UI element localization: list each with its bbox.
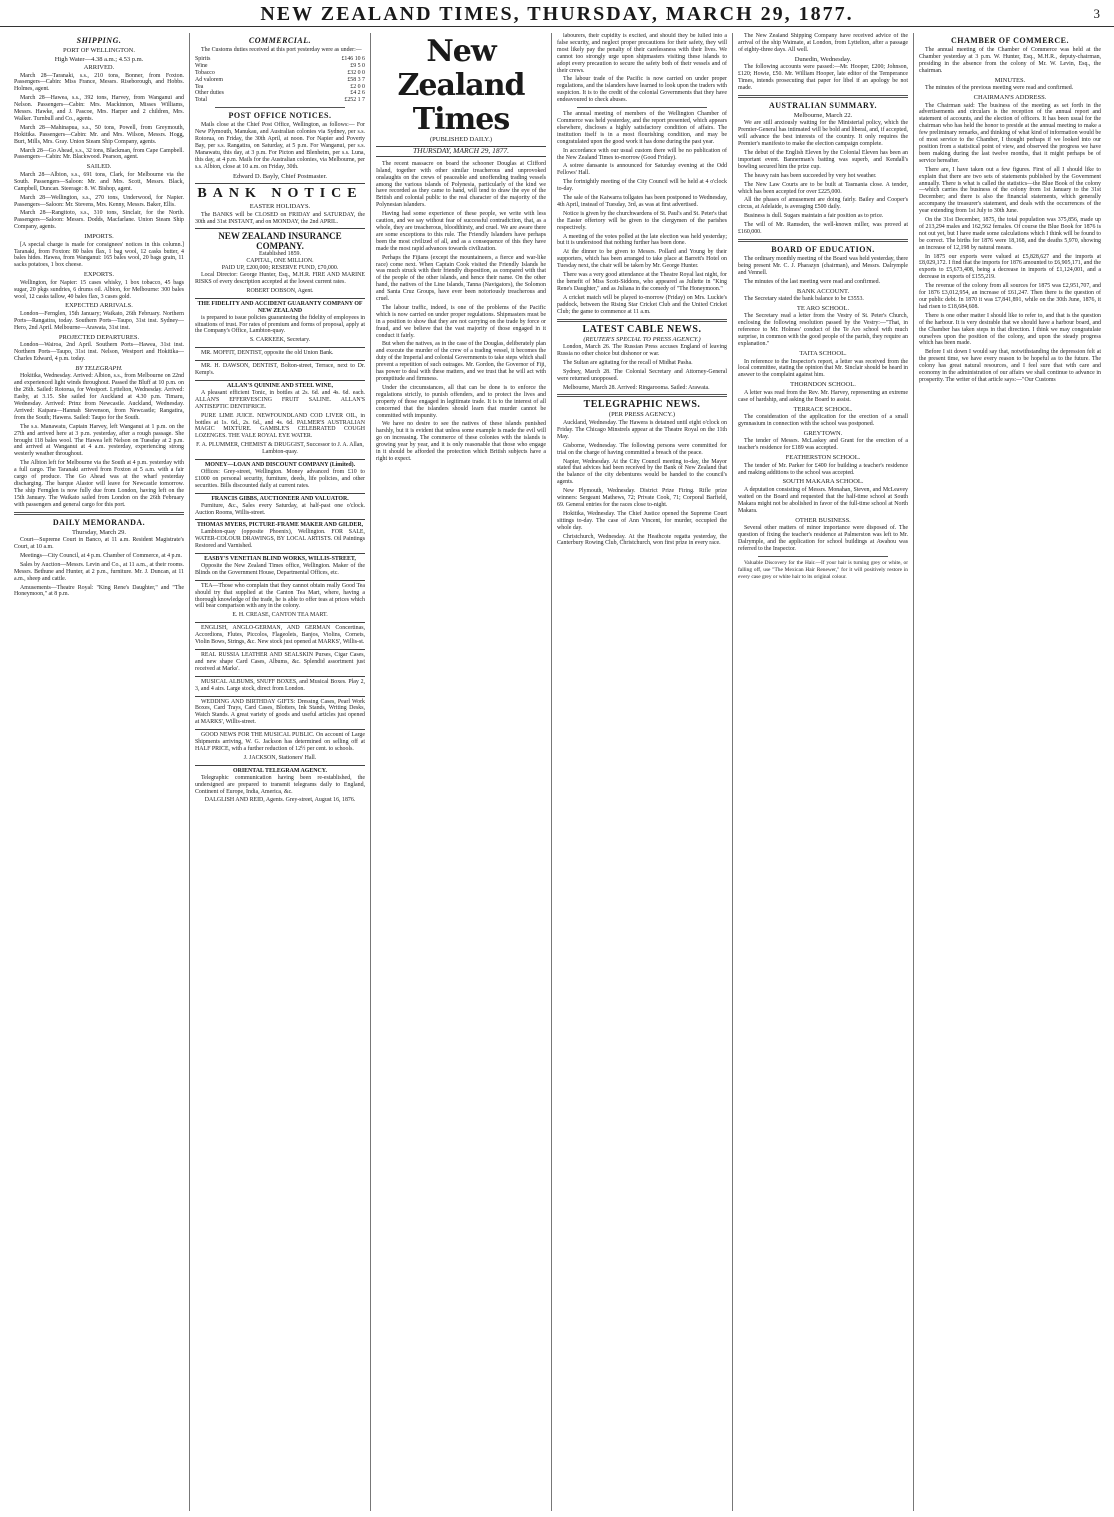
table-row: Tobacco £32 0 0 (195, 69, 365, 76)
telegraphic-item: Gisborne, Wednesday. The following persons were committed for trial on the charge of having committed a breach of the peace. (557, 442, 727, 456)
telegraphic-item: Napier, Wednesday. At the City Council meeting to-day, the Mayor stated that advices had been received by the Bank of New Zealand that the balance of the city debentures would be handed to the council's agents. (557, 458, 727, 486)
news-paragraph: A soiree dansante is announced for Saturday evening at the Odd Fellows' Hall. (557, 163, 727, 177)
education-paragraph: Several other matters of minor importance were disposed of. The question of fixing the teacher's residence at Palmerston was left to Mr. Dalrymple, and the application for school buildings at Awahou was referred to the Inspector. (738, 525, 908, 552)
arrived-heading: ARRIVED. (83, 64, 115, 71)
bank-notice-sub: EASTER HOLIDAYS. (249, 203, 311, 211)
editorial-paragraph: The labour traffic, indeed, is one of the problems of the Pacific which is now carried on under proper regulations. Shipmasters must be in a position to show that they are not carrying on the trade by force or fraud, and we believe that the vast majority of those engaged in it conduct it fairly. (376, 304, 546, 339)
quinine-ad (195, 380, 365, 456)
shipping-paragraph: The s.s. Manawatu, Captain Harvey, left Wanganui at 1 p.m. on the 27th and arrived here at 3 p.m. yesterday, after a rough passage. She brought 118 bales wool. The Hawea left Nelson on Tuesday at 2 p.m. and arrived at Wanganui at 4 a.m. yesterday, experiencing strong westerly weather throughout. (14, 423, 184, 458)
money-ad (195, 459, 365, 490)
masthead-title: NEW ZEALAND TIMES, THURSDAY, MARCH 29, 1877. (260, 3, 854, 25)
meetings-text: Meetings—City Council, at 4 p.m. Chamber of Commerce, at 4 p.m. (20, 552, 182, 559)
picture-frame-ad (195, 519, 365, 550)
editorial-paragraph: We have no desire to see the natives of these islands punished harshly, but it is evident that unless some example is made the evil will go on increasing. The commerce of these colonies with the islands is growing year by year, and it is only reasonable that those who engage in it should be afforded the protection which British subjects have a right to expect. (376, 421, 546, 462)
column-2 (195, 33, 365, 1511)
telegraph-text: Hokitika, Wednesday. Arrived: Albion, s.s., from Melbourne on 22nd and experienced light winds throughout. Passed the Bluff at 10 p.m. on the 26th. Sailed: Rotorua, for Westport. Lyttelton, Wednesday. Arrived: Easby, at 3.15. She sailed for Auckland at 4.30 p.m. Timaru, Wednesday. Arrived: Prinz from Newcastle. Auckland, Wednesday. Arrived: Kaipara—Hannah Stevenson, from Newcastle; Rangatira, from the South; Hawera. Sailed: Taupo for the South. (14, 373, 184, 421)
table-row: Tea £2 0 0 (195, 83, 365, 90)
australian-summary-sub: Melbourne, March 22. (793, 111, 853, 119)
editorial-paragraph: The recent massacre on board the schooner Douglas at Clifford Island, together with other similar treacherous and unprovoked onslaughts on the crews of peaceable and unoffending trading vessels among the various islands of Polynesia, particularly of the kind we have recorded as they came to hand, will tend to draw the eye of the British and colonial public to the real character of the majority of the Polynesian islanders. (376, 160, 546, 209)
expected-heading: EXPECTED ARRIVALS. (65, 302, 133, 310)
divider (738, 95, 908, 98)
post-office-heading: POST OFFICE NOTICES. (228, 111, 332, 121)
port-heading: PORT OF WELLINGTON. (62, 47, 135, 54)
auctioneer-heading: FRANCIS GIBBS, AUCTIONEER AND VALUATOR. (211, 495, 349, 502)
cable-item: The Sultan are agitating for the recall of Midhat Pasha. (563, 359, 693, 366)
summary-paragraph: The will of Mr. Ramsden, the well-known miller, was proved at £160,000. (738, 222, 908, 236)
chamber-heading: CHAMBER OF COMMERCE. (951, 36, 1069, 45)
footnote-ad: Valuable Discovery for the Hair.—If your hair is turning grey or white, or falling off, use "The Mexican Hair Renewer," for it will positively restore in every case grey or white hair to its original colour. (738, 559, 908, 580)
education-paragraph: The ordinary monthly meeting of the Board was held yesterday, there being present Mr. C. J. Pharazyn (chairman), and Messrs. Dalrymple and Vennell. (738, 255, 908, 276)
education-paragraph: The tender of Mr. Parker for £400 for building a teacher's residence and making additions to the school was accepted. (738, 462, 908, 476)
latest-cable-sub: (REUTER'S SPECIAL TO PRESS AGENCY.) (583, 335, 701, 343)
news-paragraph: At the dinner to be given to Messrs. Pollard and Young by their supporters, which has been arranged to take place at Barrett's Hotel on Tuesday next, the chair will be taken by Mr. George Hunter. (557, 249, 727, 270)
telegraphic-sub: (PER PRESS AGENCY.) (608, 411, 676, 419)
te-aro-heading: TE ARO SCHOOL. (796, 304, 850, 312)
quinine-heading: ALLAN'S QUININE AND STEEL WINE, (226, 383, 334, 389)
column-rule (732, 33, 733, 1511)
chamber-paragraph: The minutes of the previous meeting were read and confirmed. (925, 85, 1074, 92)
money-text: Offices: Grey-street, Wellington. Money advanced from £10 to £1000 on personal security, furniture, deeds, life policies, and other securities. Bills discounted daily at current rates. (195, 468, 365, 489)
divider (14, 512, 184, 515)
quinine-text: A pleasant efficient Tonic, in bottles at 2s. 6d. and 4s. 6d. each. ALLAN'S EFFERVESCING FRUIT SALINE. ALLAN'S ANTISEPTIC DENTIFRICE. (195, 389, 365, 410)
summary-paragraph: We are still anxiously waiting for the Ministerial policy, which the Premier-General has intimated will be bold and liberal, and, if accepted, will advance the best interests of the country. It only requires the Premier's manifesto to make the election campaign complete. (738, 120, 908, 148)
chamber-paragraph: The annual meeting of the Chamber of Commerce was held at the Chamber yesterday at 3 p.m. W. Hunter, Esq., M.H.R., deputy-chairman, presiding in the absence from the colony of Mr. W. Levin, Esq., the chairman. (919, 47, 1101, 74)
insurance-heading: NEW ZEALAND INSURANCE COMPANY. (218, 231, 342, 252)
chamber-paragraph: There is one other matter I should like to refer to, and that is the question of the harbour. It is very desirable that we should have a harbour board, and the Chamber has taken steps in that direction. I think we may congratulate ourselves upon the position of the colony, and upon the steady progress which has been made. (919, 312, 1101, 347)
telegraphic-item: Christchurch, Wednesday. At the Heathcote regatta yesterday, the Canterbury Rowing Club, Christchurch, won first prize in every race. (557, 533, 727, 547)
insurance-ad (195, 228, 365, 294)
shipping-paragraph: The Albion left for Melbourne via the South at 4 p.m. yesterday with a full cargo. The Taranaki arrived from Foxton at 5 a.m. with a fair cargo of produce. The Go Ahead was at the wharf yesterday discharging. The barque Alastor will leave for Newcastle tomorrow. The ship Fernglen is now fully due from London, having left on the 15th January. The Waikato sailed from London on the 26th February with passengers and general cargo for this port. (14, 460, 184, 508)
education-paragraph: The tender of Messrs. McLaskey and Grant for the erection of a teacher's residence for £189 was accepted. (738, 438, 908, 452)
auctioneer-text: Furniture, &c., Sales every Saturday, at half-past one o'clock. Auction Rooms, Willis-street. (195, 502, 365, 516)
high-water: High Water—4.38 a.m.; 4.53 p.m. (54, 55, 144, 63)
memoranda-heading: DAILY MEMORANDA. (52, 517, 146, 527)
telegraphic-item: New Plymouth, Wednesday. District Prize Firing. Rifle prize winners: Sergeant Mathews, 72; Private Cook, 71; Corporal Barfield, 69. General entries for the races close to-night. (557, 488, 727, 508)
arrival: March 28—Go Ahead, s.s., 32 tons, Blackman, from Cape Campbell. Passengers—Cabin: Mr. Blackwood. Pearson, agent. (14, 147, 184, 161)
cable-item: Sydney, March 28. The Colonial Secretary and Attorney-General were returned unopposed. (557, 368, 727, 382)
arrival: March 28—Taranaki, s.s., 210 tons, Bonner, from Foxton. Passengers—Cabin: Miss France, Messrs. Riseborough, and Hobbs. Holmes, agent. (14, 72, 184, 93)
blind-works-ad (195, 553, 365, 577)
chamber-paragraph: Before I sit down I would say that, notwithstanding the depression felt at the present time, we have every reason to be hopeful as to the future. The colony has great natural resources, and I feel sure that with care and economy in the administration of our affairs we shall continue to advance in prosperity. The writer of that article says:—"Our Customs (919, 349, 1101, 383)
telegraphic-item: Hokitika, Wednesday. The Chief Justice opened the Supreme Court sittings to-day. The case of Ann Vincent, for murder, occupied the whole day. (557, 510, 727, 531)
court-text: Court—Supreme Court in Banco, at 11 a.m. Resident Magistrate's Court, at 10 a.m. (14, 537, 184, 551)
bank-notice-heading: BANK NOTICE (197, 186, 363, 202)
insurance-capital: CAPITAL, ONE MILLION. (246, 258, 314, 265)
tea-ad (195, 580, 365, 620)
editorial-paragraph: The labour trade of the Pacific is now carried on under proper regulations, and the islanders have learned to look upon the traders with suspicion. It is to the credit of the colonial Governments that they have endeavoured to check abuses. (557, 76, 727, 104)
table-row: Ad valorem £58 3 7 (195, 76, 365, 83)
column-rule (913, 33, 914, 1511)
columns (14, 33, 1104, 1511)
divider (758, 556, 888, 557)
editorial-paragraph: Having had some experience of these people, we write with less caution, and we say without fear of successful contradiction, that, as a whole, they are treacherous, bloodthirsty, and cruel. We are aware there are some exceptions to this rule. The Friendly Islanders have perhaps been the most civilized of all, and as a consequence of this they have made the most rapid advances towards civilization. (376, 211, 546, 252)
blind-works-text: Opposite the New Zealand Times office, Wellington. Maker of the Blinds on the Government House, Departmental Offices, etc. (195, 562, 365, 576)
divider (577, 107, 707, 108)
address-heading: CHAIRMAN'S ADDRESS. (973, 94, 1047, 102)
page-number: 3 (1093, 6, 1100, 21)
tea-text: TEA—Those who complain that they cannot obtain really Good Tea should try that supplied at the Canton Tea Mart, where, having a thorough knowledge of the trade, he is able to offer teas at prices which will bear comparison with any in the colony. (195, 582, 365, 610)
shipping-heading: SHIPPING. (76, 36, 122, 45)
column-rule (551, 33, 552, 1511)
bank-notice-text: The BANKS will be CLOSED on FRIDAY and SATURDAY, the 30th and 31st INSTANT, and on MONDAY, the 2nd APRIL. (195, 211, 365, 225)
jackson-sign: J. JACKSON, Stationers' Hall. (243, 754, 317, 761)
thorndon-heading: THORNDON SCHOOL. (790, 381, 856, 389)
musical-news-ad (195, 729, 365, 762)
telegram-agency-text: Telegraphic communication having been re-established, the undersigned are prepared to transmit telegrams daily to England, Continent of Europe, India, America, &c. (195, 774, 365, 795)
post-office-sign: Edward D. Bayly, Chief Postmaster. (233, 172, 327, 180)
blind-works-heading: EASBY'S VENETIAN BLIND WORKS, WILLIS-STREET, (204, 556, 356, 563)
education-paragraph: In reference to the Inspector's report, a letter was received from the local committee, stating the opinion that Mr. Sinclair should be heard in answer to the complaint against him. (738, 358, 908, 379)
news-paragraph: The sale of the Kaiwarra tollgates has been postponed to Wednesday, 4th April, instead of Tuesday, 3rd, as was at first advertised. (557, 195, 727, 208)
editorial-paragraph: labourers, their cupidity is excited, and should they be lulled into a false security, and neglect proper precautions for their safety, they will most likely pay the penalty of their carelessness with their lives. We cannot too strongly urge upon shipmasters visiting these islands to adopt every precaution to secure the safety both of their vessels and of their crews. (557, 33, 727, 74)
auctioneer-ad (195, 493, 365, 517)
masthead (0, 0, 1114, 27)
news-paragraph: The fortnightly meeting of the City Council will be held at 4 o'clock to-day. (557, 179, 727, 193)
divider (557, 319, 727, 322)
sailed-heading: SAILED. (86, 163, 112, 171)
news-paragraph: A cricket match will be played to-morrow (Friday) on Mrs. Luckie's paddock, between the Rising Star Cricket Club and the United Cricket Club; the game to commence at 11 a.m. (557, 294, 727, 315)
summary-paragraph: The debut of the English Eleven by the Colonial Eleven has been an important event. Bannerman's batting was superb, and Kendall's bowling secured him the prize cup. (738, 149, 908, 170)
sales-text: Sales by Auction—Messrs. Levin and Co., at 11 a.m., at their rooms. Messrs. Bethune and Hunter, at 2 p.m., furniture. Mr. J. Duncan, at 11 a.m., sheep and cattle. (14, 561, 184, 582)
customs-table (195, 56, 365, 104)
dunedin-heading: Dunedin, Wednesday. (794, 55, 852, 63)
chemist-sign: F. A. PLUMMER, CHEMIST & DRUGGIST, Successor to J. A. Allan, Lambton-quay. (196, 442, 364, 456)
table-row: Wine £9 5 0 (195, 62, 365, 69)
news-paragraph: In accordance with our usual custom there will be no publication of the New Zealand Times to-morrow (Good Friday). (557, 147, 727, 161)
cod-oil-text: PURE LIME JUICE. NEWFOUNDLAND COD LIVER OIL, in bottles at 1s. 6d., 2s. 6d., and 4s. 6d. PALMER'S AUSTRALIAN MAGIC MIXTURE. GAMBLE'S CELEBRATED COUGH LOZENGES. THE VALE ROYAL EYE WATER. (195, 412, 365, 440)
insurance-text: Local Director: George Hunter, Esq., M.H.R. FIRE AND MARINE RISKS of every description accepted at the lowest current rates. (195, 272, 365, 286)
customs-intro: The Customs duties received at this port yesterday were as under:— (201, 47, 362, 53)
telegram-agency-heading: ORIENTAL TELEGRAM AGENCY. (233, 767, 327, 774)
education-paragraph: A deputation consisting of Messrs. Monahan, Steven, and McLeavey waited on the Board and requested that the half-time school at South Makara might not be abolished in favor of the full-time school at North Makara. (738, 486, 908, 514)
news-paragraph: The New Zealand Shipping Company have received advice of the arrival of the ship Waimate, at London, from Lyttelton, after a passage of eighty-three days. All well. (738, 33, 908, 53)
wedding-gifts-ad: WEDDING AND BIRTHDAY GIFTS: Dressing Cases, Pearl Work Boxes, Card Trays, Card Cases, Blotters, Ink Stands, Writing Desks, Watch Stands. A great variety of goods and useful articles just opened at MARKS', Willis-street. (195, 696, 365, 727)
bank-account-heading: BANK ACCOUNT. (796, 287, 850, 295)
cable-item: Melbourne, March 28. Arrived: Ringarooma. Sailed: Arawata. (563, 384, 710, 391)
divider (557, 394, 727, 397)
column-5 (738, 33, 908, 1511)
taita-heading: TAITA SCHOOL. (799, 350, 847, 357)
imports-text: [A special charge is made for consignees' notices in this column.] Taranaki, from Foxton: 80 bales flax, 1 bag wool, 12 casks butter, 4 bales hides. Hawea, from Wanganui: 165 bales wool, 20 bags grain, 11 sacks potatoes, 1 box cheese. (14, 241, 184, 269)
makara-heading: SOUTH MAKARA SCHOOL. (782, 478, 864, 486)
picture-frame-heading: THOMAS MYERS, PICTURE-FRAME MAKER AND GILDER, (196, 522, 364, 529)
amusements-text: Amusements—Theatre Royal: "King Rene's Daughter," and "The Honeymoon," at 8 p.m. (14, 584, 184, 598)
summary-paragraph: Business is dull. Sugars maintain a fair position as to price. (744, 213, 884, 220)
column-rule (189, 33, 190, 1511)
latest-cable-heading: LATEST CABLE NEWS. (582, 323, 702, 335)
arrival: March 28—Mahinapua, s.s., 50 tons, Powell, from Greymouth, Hokitika. Passengers—Cabin: Mr. and Mrs. Wilson, Messrs. Hogg, Burt, Mills, Mrs. Gray. Union Steam Ship Company, agents. (14, 124, 184, 145)
education-paragraph: The consideration of the application for the erection of a small gymnasium in connection with the school was postponed. (738, 414, 908, 427)
nameplate-sub: (PUBLISHED DAILY.) (429, 136, 493, 143)
fidelity-text: is prepared to issue policies guaranteeing the fidelity of employees in situations of trust. For rates of premium and forms of proposal, apply at the Company's Office, Lambton-quay. (195, 314, 365, 335)
musical-news-text: GOOD NEWS FOR THE MUSICAL PUBLIC. On account of Large Shipments arriving, W. G. Jackson has determined on selling off at HALF PRICE, with a further reduction of 12½ per cent. to schools. (195, 732, 365, 752)
exports-heading: EXPORTS. (83, 271, 115, 279)
telegraphic-heading: TELEGRAPHIC NEWS. (583, 399, 701, 411)
leather-ad: REAL RUSSIA LEATHER AND SEALSKIN Purses, Cigar Cases, and new shape Card Cases, Albums, &c. Splendid assortment just received at Marks'. (195, 649, 365, 673)
memoranda-date: Thursday, March 29. (71, 528, 127, 536)
column-1 (14, 33, 184, 1511)
insurance-sign: ROBERT DOBSON, Agent. (246, 287, 314, 294)
sailing: March 28—Albion, s.s., 691 tons, Clark, for Melbourne via the South. Passengers—Saloon: Mr. and Mrs. Scott, Messrs. Black, Campbell, Duncan. Steerage: 8. W. Bishop, agent. (14, 171, 184, 192)
education-heading: BOARD OF EDUCATION. (771, 244, 875, 254)
chamber-paragraph: The Chairman said: The business of the meeting as set forth in the advertisements and circulars is the reception of the annual report and statement of accounts, and the election of officers. It has been usual for the chairman who has held the honor to preside at the annual meeting to make a few preliminary remarks, and thinking of what kind of information would be of most service to the Chamber, I thought perhaps if we looked into our position from a statistical point of view, and observed the progress we have been making during the last twelve months, that it might perhaps be of service hereafter. (919, 102, 1101, 164)
insurance-established: Established 1859. (259, 251, 301, 258)
expected-text: London—Fernglen, 15th January; Waikato, 26th February. Northern Ports—Rangatira, today. Southern Ports—Taupo, 31st inst. Sydney—Hero, 2nd April. Melbourne—Arawata, 31st inst. (14, 310, 184, 331)
fidelity-heading: THE FIDELITY AND ACCIDENT GUARANTY COMPANY OF NEW ZEALAND (197, 300, 363, 314)
music-ad: ENGLISH, ANGLO-GERMAN, AND GERMAN Concertinas, Accordions, Flutes, Piccolos, Flageolets, Banjos, Violins, Cornets, Violin Bows, Strings, &c. New stock just opened at MARKS', Willis-st. (195, 622, 365, 646)
column-6 (919, 33, 1101, 1511)
featherston-heading: FEATHERSTON SCHOOL. (785, 454, 861, 462)
telegraph-heading: BY TELEGRAPH. (75, 364, 123, 372)
education-paragraph: The minutes of the last meeting were read and confirmed. (744, 278, 881, 285)
telegram-agency-ad (195, 765, 365, 805)
chamber-paragraph: The revenue of the colony from all sources for 1875 was £2,951,707, and for 1876 £3,012,954, an increase of £61,247. Then there is the question of our public debt. In 1870 it was £7,841,891, while on the 30th June, 1876, it had risen to £18,684,608. (919, 283, 1101, 310)
telegram-agency-sign: DALGLISH AND REID, Agents. Grey-street, August 16, 1876. (204, 797, 356, 804)
terrace-heading: TERRACE SCHOOL. (793, 405, 853, 413)
education-paragraph: The Secretary stated the bank balance to be £3553. (744, 296, 864, 303)
post-office-text: Mails close at the Chief Post Office, Wellington, as follows:— For New Plymouth, Manukau, and Australian colonies via Sydney, per s.s. Rotorua, on Friday, the 30th April, at noon. For Napier and Poverty Bay, per s.s. Rangatira, on Saturday, at 5 p.m. For Wanganui, per s.s. Manawatu, this day, at 3 p.m. For Picton and Blenheim, per s.s. Luna, this day, at 4 p.m. Mails for the Australian colonies, via Melbourne, per s.s. Albion, close at 10 a.m. on Friday, 30th. (195, 122, 365, 170)
summary-paragraph: The New Law Courts are to be built at Tasmania close. A tender, which has been accepted for over £225,000. (738, 181, 908, 195)
editorial-paragraph: But when the natives, as in the case of the Douglas, deliberately plan and execute the murder of the crew of a trading vessel, it becomes the duty of the Imperial and colonial Governments to take steps which shall prevent a repetition of such outrages. Mr. Gordon, the Governor of Fiji, has power to deal with these matters, and we trust that he will act with promptitude and firmness. (376, 341, 546, 382)
imports-heading: IMPORTS. (84, 233, 114, 241)
departures-heading: PROJECTED DEPARTURES. (58, 333, 140, 341)
education-paragraph: A letter was read from the Rev. Mr. Harvey, representing an extreme case of hardship, and asking the Board to assist. (738, 389, 908, 403)
column-3 (376, 33, 546, 1511)
dentist-ad: MR. MOFFIT, DENTIST, opposite the old Union Bank. (195, 347, 365, 357)
sailing: March 28—Rangitoto, s.s., 310 tons, Sinclair, for the North. Passengers—Saloon: Messrs. Dodds, Macfarlane. Union Steam Ship Company, agents. (14, 210, 184, 231)
news-paragraph: There was a very good attendance at the Theatre Royal last night, for the benefit of Miss Scott-Siddons, who appeared as Juliette in "King Rene's Daughter," and as Juliana in the comedy of "The Honeymoon." (557, 272, 727, 292)
column-rule (370, 33, 371, 1511)
chamber-paragraph: On the 31st December, 1875, the total population was 375,856, made up of 213,294 males and 162,562 females. Of course the Blue Book for 1876 is not out yet, but I have made some calculations which I think will be found to be correct. The births for 1876 were 18,168, and the deaths 5,970, showing an increase of 12,198 by natural means. (919, 217, 1101, 251)
tea-sign: E. H. CREASE, CANTON TEA MART. (232, 612, 328, 619)
editorial-paragraph: Under the circumstances, all that can be done is to enforce the regulations strictly, to punish offenders, and to protect the lives and property of those engaged in legitimate trade. It is to the interest of all concerned that the islanders should learn that murder cannot be committed with impunity. (376, 384, 546, 419)
exports-text: Wellington, for Napier: 15 cases whisky, 1 box tobacco, 45 bags sugar, 20 pkgs sundries, 6 drums oil. Albion, for Melbourne: 300 bales wool, 12 casks tallow, 40 bales flax, 3 cases gold. (14, 279, 184, 300)
dentist-ad: MR. H. DAWSON, DENTIST, Bolton-street, Terrace, next to Dr. Kemp's. (195, 360, 365, 377)
news-paragraph: Notice is given by the churchwardens of St. Paul's and St. Peter's that the Easter offertory will be given to the clergymen of the parishes respectively. (557, 210, 727, 231)
table-row: Spirits £146 10 6 (195, 55, 365, 62)
editorial-paragraph: Perhaps the Fijians (except the mountaineers, a fierce and war-like race) come next. When Captain Cook visited the Friendly Islands he was much struck with their friendly disposition, as compared with that of the people of the other islands, and hence their name. On the other hand, the natives of the Line Islands, Tanna (Navigators), the Solomon and Santa Cruz Groups, have ever been notoriously treacherous and cruel. (376, 254, 546, 303)
australian-summary-heading: AUSTRALIAN SUMMARY. (768, 100, 878, 110)
telegraphic-item: Auckland, Wednesday. The Hawera is detained until eight o'clock on Friday. The Chicago Minstrels appear at the Theatre Royal on the 11th May. (557, 419, 727, 440)
cable-item: London, March 26. The Russian Press accuses England of leaving Russia no other choice but dishonor or war. (557, 344, 727, 357)
dateline: THURSDAY, MARCH 29, 1877. (376, 146, 546, 157)
other-business-heading: OTHER BUSINESS. (795, 516, 851, 524)
table-row: Other duties £4 2 6 (195, 90, 365, 97)
fidelity-ad (195, 298, 365, 344)
insurance-paid: PAID UP, £200,000; RESERVE FUND, £70,000. (221, 265, 339, 272)
nameplate: New Zealand Times (397, 34, 525, 137)
news-paragraph: A meeting of the votes polled at the late election was held yesterday; but it is understood that nothing further has been done. (557, 233, 727, 247)
chamber-paragraph: There are, I have taken out a few figures. First of all I should like to explain that there are two sets of statements published by the Government annually. There is what is called the statistics—the Blue Book of the colony—which carries the business of the colony from 1st January to the 31st December; and there is also the financial statements, which generally accompany the treasurer's statement, and deals with the occurrences of the year extending from 1st July to 30th June. (919, 166, 1101, 215)
column-4 (557, 33, 727, 1511)
divider (215, 107, 345, 108)
minutes-heading: MINUTES. (994, 76, 1026, 84)
table-row: Total £252 1 7 (195, 97, 365, 104)
news-paragraph: The annual meeting of members of the Wellington Chamber of Commerce was held yesterday, and the report presented, which appears elsewhere, discloses a highly satisfactory condition of affairs. The institution itself is in a most flourishing condition, and may be congratulated upon the good work it has done during the past year. (557, 111, 727, 145)
albums-ad: MUSICAL ALBUMS, SNUFF BOXES, and Musical Boxes. Play 2, 3, and 4 airs. Large stock, direct from London. (195, 676, 365, 693)
divider (738, 239, 908, 242)
departures-text: London—Wairoa, 2nd April. Southern Ports—Hawea, 31st inst. Northern Ports—Taupo, 31st inst. Nelson, Westport and Hokitika—Charles Edward, 4 p.m. today. (14, 342, 184, 362)
bank-notice-ad (195, 183, 365, 225)
education-paragraph: The Secretary read a letter from the Vestry of St. Peter's Church, enclosing the following resolution passed by the Vestry:—"That, in reference to Mr. Holmes' conduct of the Te Aro school with much surprise, in common with the good people of the parish, they require an explanation." (738, 313, 908, 348)
summary-paragraph: All the phases of amusement are doing fairly. Bailey and Cooper's circus, at Adelaide, is averaging £500 daily. (738, 197, 908, 211)
greytown-heading: GREYTOWN. (803, 429, 843, 437)
arrival: March 28—Hawea, s.s., 392 tons, Harvey, from Wanganui and Nelson. Passengers—Cabin: Mrs. Mackinnon, Misses Williams, Messrs. Hawke, and J. Pascoe, Mrs. Harper and 2 children, Mrs. Walker. Turnbull and Co., agents. (14, 95, 184, 122)
money-heading: MONEY—LOAN AND DISCOUNT COMPANY (Limited). (204, 462, 356, 469)
chamber-paragraph: In 1875 our exports were valued at £5,828,627 and the imports at £8,029,172. I find that the imports for 1876 amounted to £6,905,171, and the exports to £5,673,408, being a decrease in imports of £1,124,001, and a decrease in exports of £155,219. (919, 253, 1101, 281)
fidelity-sign: S. CARKEEK, Secretary. (249, 337, 311, 344)
picture-frame-text: Lambton-quay (opposite Phoenix), Wellington. FOR SALE, WATER-COLOUR DRAWINGS, BY LOCAL ARTISTS. Oil Paintings Restored and Varnished. (195, 529, 365, 550)
summary-paragraph: The heavy rain has been succeeded by very hot weather. (744, 172, 877, 179)
sailing: March 28—Wellington, s.s., 270 tons, Underwood, for Napier. Passengers—Saloon: Mr. Stevens, Mrs. Kenny, Messrs. Baker, Ellis. (14, 194, 184, 208)
news-paragraph: The following accounts were passed:—Mr. Hooper, £200; Johnson, £120; Howie, £50. Mr. William Hooper, late editor of the Temperance Times, intends prosecuting that paper for libel if an apology be not made. (738, 64, 908, 91)
commercial-heading: COMMERCIAL. (248, 36, 312, 45)
